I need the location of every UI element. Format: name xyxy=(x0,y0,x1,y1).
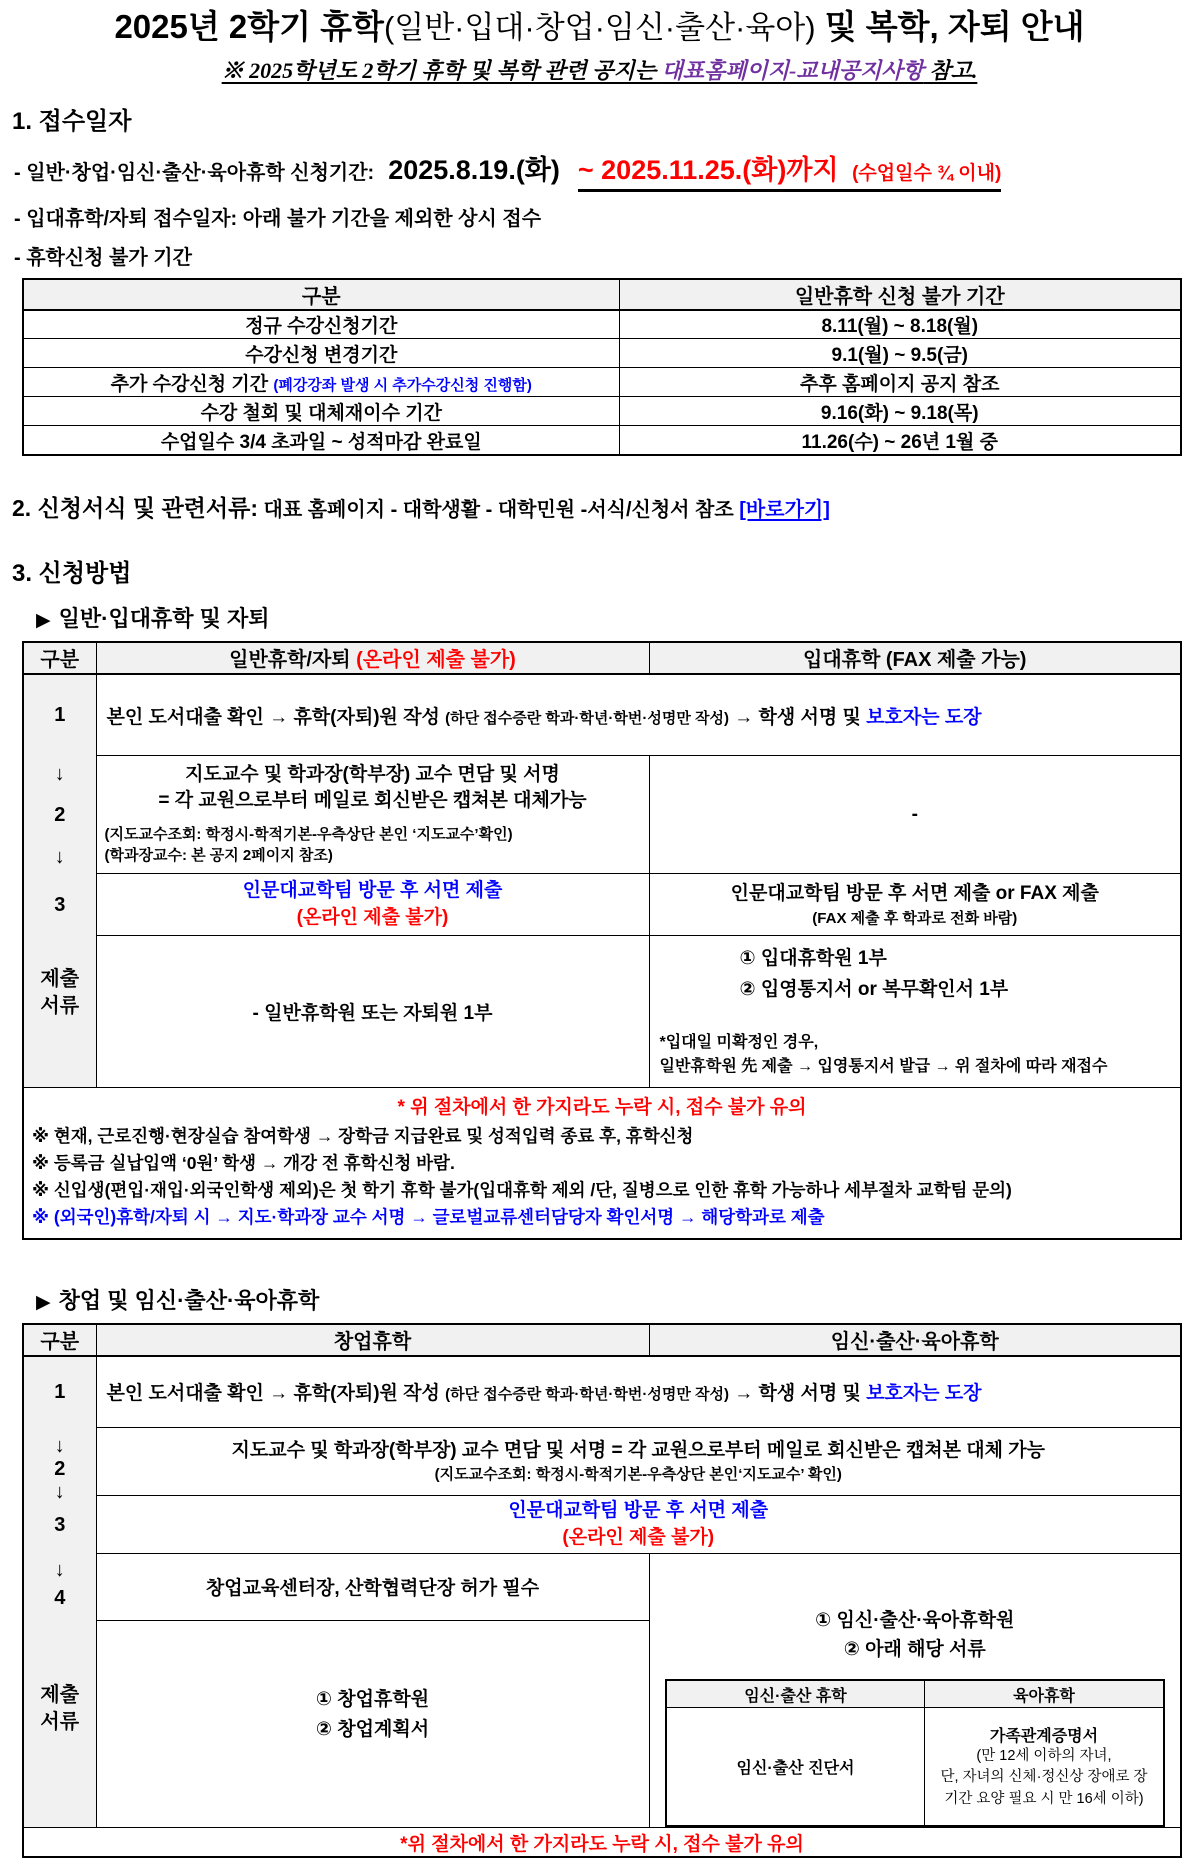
docs-right-cell xyxy=(649,1554,1181,1828)
docs-item-1: ① 임신·출산·육아휴학원 xyxy=(815,1610,1015,1632)
step3-red: (온라인 제출 불가) xyxy=(562,1526,715,1548)
arrow-down-icon: ↓ xyxy=(54,1559,65,1582)
apply-note: (수업일수 ¾ 이내) xyxy=(852,162,1002,184)
docs-row-label xyxy=(24,937,96,1049)
step1-cell xyxy=(96,674,1181,756)
col-header-general xyxy=(96,642,649,674)
docs-item-2: ② 창업계획서 xyxy=(315,1719,430,1741)
col-header-category: 구분 xyxy=(23,279,619,310)
step4-left-cell: 창업교육센터장, 산학협력단장 허가 필수 xyxy=(96,1554,649,1621)
step2-right-cell: - xyxy=(649,756,1181,874)
subheading-text: 창업 및 임신·출산·육아휴학 xyxy=(58,1287,320,1313)
steps-1-2 xyxy=(24,757,96,875)
docs-row-label xyxy=(24,1615,96,1803)
step3-left-blue: 인문대교학팀 방문 후 서면 제출 xyxy=(242,880,503,902)
title-tail: 및 복학, 자퇴 안내 xyxy=(815,8,1085,45)
step1-guardian-stamp: 보호자는 도장 xyxy=(866,706,982,728)
nested-header-row xyxy=(666,1680,1164,1708)
docs-left-cell: - 일반휴학원 또는 자퇴원 1부 xyxy=(96,936,649,1088)
general-military-table xyxy=(22,641,1182,1240)
step2-line1: 지도교수 및 학과장(학부장) 교수 면담 및 서명 = 각 교원으로부터 메일로 회신받은 캡쳐본 대체 가능 xyxy=(231,1439,1045,1461)
docs-note-1: *입대일 미확정인 경우, xyxy=(659,1034,819,1052)
table-row-step1 xyxy=(23,674,1181,756)
step2-line1: 지도교수 및 학과장(학부장) 교수 면담 및 서명 xyxy=(185,764,560,786)
step-number-3: 3 xyxy=(54,894,66,917)
docs-note-2: 일반휴학원 先 제출 → 입영통지서 발급 → 위 절차에 따라 재접수 xyxy=(659,1058,1108,1076)
step3-blue: 인문대교학팀 방문 후 서면 제출 xyxy=(508,1499,769,1521)
section2-line xyxy=(12,490,1189,523)
step1-cell xyxy=(96,1356,1181,1428)
step1-small-note: (하단 접수증란 학과·학년·학번·성명만 작성) xyxy=(445,1386,729,1404)
table-row-step2 xyxy=(23,756,1181,874)
row-label xyxy=(23,368,619,397)
row-label: 수업일수 3/4 초과일 ~ 성적마감 완료일 xyxy=(23,426,619,455)
table-header-row xyxy=(23,1324,1181,1356)
startup-pregnancy-subheading xyxy=(36,1284,1189,1315)
row-value: 11.26(수) ~ 26년 1월 중 xyxy=(619,426,1181,455)
docs-left-cell xyxy=(96,1620,649,1827)
row-label: 정규 수강신청기간 xyxy=(23,310,619,339)
step1-text2: → 학생 서명 및 xyxy=(728,1383,867,1405)
row-label-text: 추가 수강신청 기간 xyxy=(110,373,274,395)
step2-line2: = 각 교원으로부터 메일로 회신받은 캡쳐본 대체가능 xyxy=(158,790,587,811)
homepage-notice-link[interactable]: 대표홈페이지-교내공지사항 xyxy=(661,57,924,83)
row-label: 수강 철회 및 대체재이수 기간 xyxy=(23,397,619,426)
blocked-period-table xyxy=(22,278,1182,456)
note-item-foreigner: ※ (외국인)휴학/자퇴 시 → 지도·학과장 교수 서명 → 글로벌교류센터담당자 확인서명 → 해당학과로 제출 xyxy=(32,1207,825,1228)
step-number-1: 1 xyxy=(54,1381,66,1404)
docs-item-2: ② 입영통지서 or 복무확인서 1부 xyxy=(739,978,1009,1000)
step1-small-note: (하단 접수증란 학과·학년·학번·성명만 작성) xyxy=(445,709,729,727)
notes-list xyxy=(32,1123,1172,1232)
docs-label-line2: 서류 xyxy=(40,1710,80,1733)
step3-right-line1: 인문대교학팀 방문 후 서면 제출 or FAX 제출 xyxy=(730,882,1099,904)
table-row xyxy=(23,339,1181,368)
section1-heading: 1. 접수일자 xyxy=(12,107,132,135)
table-row-step4 xyxy=(23,1554,1181,1621)
family-cert-title: 가족관계증명서 xyxy=(989,1727,1099,1745)
docs-item-2: ② 아래 해당 서류 xyxy=(843,1639,986,1661)
section2-body: 대표 홈페이지 - 대학생활 - 대학민원 -서식/신청서 참조 xyxy=(257,498,740,521)
step1-text: 본인 도서대출 확인 → 휴학(자퇴)원 작성 xyxy=(106,706,446,728)
row-value: 9.1(월) ~ 9.5(금) xyxy=(619,339,1181,368)
step1-guardian-stamp: 보호자는 도장 xyxy=(866,1383,982,1405)
family-cert-line1: (만 12세 이하의 자녀, xyxy=(976,1747,1112,1764)
subtitle-prefix: ※ 2025학년도 2학기 휴학 및 복학 관련 공지는 xyxy=(221,57,662,83)
title-main: 2025년 2학기 휴학 xyxy=(114,8,384,45)
table-header-row xyxy=(23,642,1181,674)
table-row-step3 xyxy=(23,1496,1181,1554)
apply-end-wrap xyxy=(578,148,1001,192)
steps-3-4 xyxy=(24,1555,96,1615)
row-label-note: (폐강강좌 발생 시 추가수강신청 진행함) xyxy=(273,376,532,394)
arrow-down-icon: ↓ xyxy=(54,845,65,868)
step2-cell xyxy=(96,1428,1181,1496)
step3-cell xyxy=(96,1496,1181,1554)
step-number-3: 3 xyxy=(54,1514,66,1537)
step-number-2: 2 xyxy=(54,1457,66,1480)
step-number-1: 1 xyxy=(54,704,66,727)
pregnancy-childcare-doc-table xyxy=(665,1679,1165,1827)
general-military-subheading xyxy=(36,602,1189,633)
col-header-blocked-period: 일반휴학 신청 불가 기간 xyxy=(619,279,1181,310)
note-item: ※ 현재, 근로진행·현장실습 참여학생 → 장학금 지급완료 및 성적입력 종료 후, 휴학신청 xyxy=(32,1126,694,1147)
section3-heading: 3. 신청방법 xyxy=(12,559,132,587)
table-row xyxy=(23,310,1181,339)
arrow-down-icon: ↓ xyxy=(54,1480,65,1503)
table-row xyxy=(23,397,1181,426)
warning-notes-cell xyxy=(23,1088,1181,1239)
row-value: 추후 홈페이지 공지 참조 xyxy=(619,368,1181,397)
military-line: - 입대휴학/자퇴 접수일자: 아래 불가 기간을 제외한 상시 접수 xyxy=(14,207,542,230)
step2-left-cell xyxy=(96,756,649,874)
procedure-warning: *위 절차에서 한 가지라도 누락 시, 접수 불가 유의 xyxy=(23,1827,1181,1857)
steps-column xyxy=(23,1356,96,1828)
step3-right-cell xyxy=(649,874,1181,936)
triangle-bullet-icon: ▶ xyxy=(36,1291,51,1313)
note-item: ※ 등록금 실납입액 ‘0원’ 학생 → 개강 전 휴학신청 바람. xyxy=(32,1153,455,1174)
triangle-bullet-icon: ▶ xyxy=(36,609,51,631)
family-cert-line3: 기간 요양 필요 시 만 16세 이하) xyxy=(944,1791,1144,1808)
nested-col-childcare: 육아휴학 xyxy=(925,1680,1164,1708)
arrow-down-icon: ↓ xyxy=(54,762,65,785)
table-row-step1 xyxy=(23,1356,1181,1428)
startup-pregnancy-table xyxy=(22,1323,1182,1858)
arrow-down-icon: ↓ xyxy=(54,1434,65,1457)
section2-heading: 2. 신청서식 및 관련서류: xyxy=(12,494,258,521)
shortcut-link[interactable]: [바로가기] xyxy=(739,498,830,521)
steps-1-2 xyxy=(24,1429,96,1503)
apply-end-date: ~ 2025.11.25.(화)까지 xyxy=(577,154,839,185)
step1-text: 본인 도서대출 확인 → 휴학(자퇴)원 작성 xyxy=(106,1383,446,1405)
subtitle-suffix: 참고. xyxy=(923,57,978,83)
docs-item-1: ① 창업휴학원 xyxy=(315,1688,430,1710)
table-row-step2 xyxy=(23,1428,1181,1496)
table-row xyxy=(23,368,1181,397)
procedure-warning: * 위 절차에서 한 가지라도 누락 시, 접수 불가 유의 xyxy=(397,1097,807,1119)
table-row-docs xyxy=(23,936,1181,1088)
step2-note2: (학과장교수: 본 공지 2페이지 참조) xyxy=(104,847,333,865)
table-row-step3 xyxy=(23,874,1181,936)
table-row xyxy=(23,426,1181,455)
step1-text2: → 학생 서명 및 xyxy=(728,706,867,728)
step-number-4: 4 xyxy=(54,1586,66,1609)
step-number-2: 2 xyxy=(54,804,66,827)
family-cert-line2: 단, 자녀의 신체·정신상 장애로 장 xyxy=(940,1769,1148,1786)
page-title xyxy=(10,6,1189,48)
col-header-category: 구분 xyxy=(23,642,96,674)
row-value: 8.11(월) ~ 8.18(월) xyxy=(619,310,1181,339)
apply-period-line xyxy=(14,148,1189,192)
col-header-military: 입대휴학 (FAX 제출 가능) xyxy=(649,642,1181,674)
step3-left-red: (온라인 제출 불가) xyxy=(296,906,449,928)
table-row-warning xyxy=(23,1827,1181,1857)
docs-label-line1: 제출 xyxy=(40,967,80,990)
title-paren: (일반·입대·창업·임신·출산·육아) xyxy=(383,10,816,45)
row-value: 9.16(화) ~ 9.18(목) xyxy=(619,397,1181,426)
childcare-doc-cell xyxy=(925,1708,1164,1826)
step2-note: (지도교수조회: 학정시-학적기본-우측상단 본인‘지도교수’ 확인) xyxy=(434,1466,842,1484)
docs-label-line1: 제출 xyxy=(40,1683,80,1706)
nested-col-pregnancy: 임신·출산 휴학 xyxy=(666,1680,925,1708)
col-header-pregnancy: 임신·출산·육아휴학 xyxy=(649,1324,1181,1356)
col-header-startup: 창업휴학 xyxy=(96,1324,649,1356)
header-general-note: (온라인 제출 불가) xyxy=(356,649,516,672)
note-item: ※ 신입생(편입·재입·외국인학생 제외)은 첫 학기 휴학 불가(입대휴학 제외 /단, 질병으로 인한 휴학 가능하나 세부절차 교학팀 문의) xyxy=(32,1180,1012,1201)
pregnancy-doc-cell: 임신·출산 진단서 xyxy=(666,1708,925,1826)
table-header-row xyxy=(23,279,1181,310)
row-label: 수강신청 변경기간 xyxy=(23,339,619,368)
blocked-period-line: - 휴학신청 불가 기간 xyxy=(14,246,192,269)
header-general-text: 일반휴학/자퇴 xyxy=(229,649,357,672)
col-header-category: 구분 xyxy=(23,1324,96,1356)
docs-item-1: ① 입대휴학원 1부 xyxy=(739,948,887,970)
step3-left-cell xyxy=(96,874,649,936)
apply-start-date: 2025.8.19.(화) xyxy=(388,154,560,185)
docs-label-line2: 서류 xyxy=(40,994,80,1017)
steps-column xyxy=(23,674,96,1088)
table-row-notes xyxy=(23,1088,1181,1239)
nested-body-row xyxy=(666,1708,1164,1826)
subtitle xyxy=(10,54,1189,85)
step2-note1: (지도교수조회: 학정시-학적기본-우측상단 본인 ‘지도교수’확인) xyxy=(104,825,513,843)
step3-right-line2: (FAX 제출 후 학과로 전화 바람) xyxy=(812,909,1018,927)
docs-right-cell xyxy=(649,936,1181,1088)
subheading-text: 일반·입대휴학 및 자퇴 xyxy=(58,605,270,631)
apply-period-label: - 일반·창업·임신·출산·육아휴학 신청기간: xyxy=(14,161,375,184)
